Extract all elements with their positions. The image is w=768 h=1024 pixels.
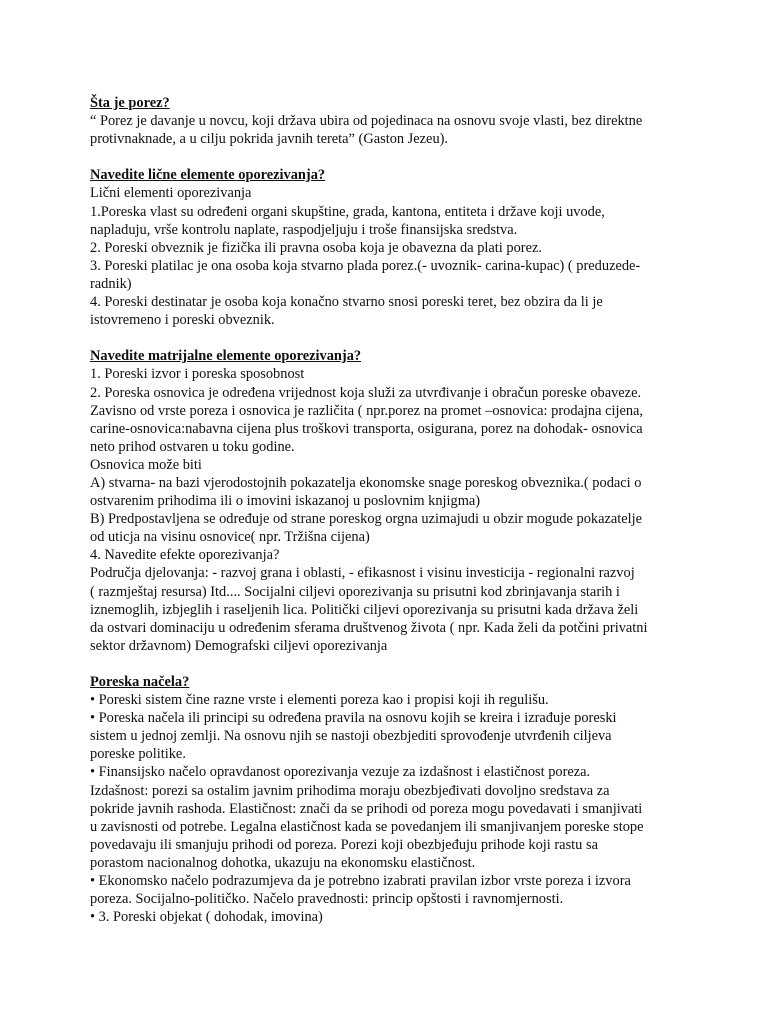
section-material-elements xyxy=(90,347,710,655)
section-heading: Šta je porez? xyxy=(90,95,170,111)
text-line: “ Porez je davanje u novcu, koji država ubira od pojedinaca na osnovu svoje vlasti, bez direktne xyxy=(90,113,643,130)
text-line: ( razmještaj resursa) Itd.... Socijalni ciljevi oporezivanja su prisutni kod zbrinjavanja starih i xyxy=(90,583,620,600)
text-line: 4. Poreski destinatar je osoba koja konačno stvarno snosi poreski teret, bez obzira da li je xyxy=(90,294,603,311)
text-line: 4. Navedite efekte oporezivanja? xyxy=(90,547,280,564)
paragraph-gap xyxy=(90,655,710,673)
text-line: da ostvari dominaciju u određenim sferama društvenog života ( npr. Kada želi da potčini privatni xyxy=(90,619,648,636)
text-line: B) Predpostavljena se određuje od strane poreskog orgna uzimajudi u obzir mogude pokazatelje xyxy=(90,511,643,528)
text-line: Izdašnost: porezi sa ostalim javnim prihodima moraju obezbjeđivati dovoljno sredstava za xyxy=(90,782,610,799)
paragraph-gap xyxy=(90,329,710,347)
text-line: Područja djelovanja: - razvoj grana i oblasti, - efikasnost i visinu investicija - regionalni razvoj xyxy=(90,565,635,582)
text-line: iznemoglih, izbjeglih i raseljenih lica. Politički ciljevi oporezivanja su prisutni kada država želi xyxy=(90,601,639,618)
section-what-is-tax xyxy=(90,94,710,148)
text-line: 3. Poreski platilac je ona osoba koja stvarno plada porez.(- uvoznik- carina-kupac) ( preduzede- xyxy=(90,257,641,274)
text-line: pokride javnih rashoda. Elastičnost: znači da se prihodi od poreza mogu povedavati i smanjivati xyxy=(90,800,643,817)
text-line: • Ekonomsko načelo podrazumjeva da je potrebno izabrati pravilan izbor vrste poreza i izvora xyxy=(90,873,631,890)
text-line: Lični elementi oporezivanja xyxy=(90,185,252,202)
text-line: od uticja na visinu osnovice( npr. Tržišna cijena) xyxy=(90,529,370,546)
text-line: sistem u jednoj zemlji. Na osnovu njih se nastoji obezbjediti sprovođenje utvrđenih ciljeva xyxy=(90,728,612,745)
section-personal-elements xyxy=(90,166,710,329)
text-line: radnik) xyxy=(90,275,132,292)
text-line: Zavisno od vrste poreza i osnovica je različita ( npr.porez na promet –osnovica: prodajna cijena, xyxy=(90,402,644,419)
section-heading: Poreska načela? xyxy=(90,674,190,690)
text-line: 2. Poreska osnovica je određena vrijednost koja služi za utvrđivanje i obračun poreske obaveze. xyxy=(90,384,642,401)
section-heading: Navedite lične elemente oporezivanja? xyxy=(90,167,326,184)
text-line: A) stvarna- na bazi vjerodostojnih pokazatelja ekonomske snage poreskog obveznika.( podaci o xyxy=(90,474,642,491)
text-line: • Poreska načela ili principi su određena pravila na osnovu kojih se kreira i izrađuje poreski xyxy=(90,710,617,727)
text-line: porastom nacionalnog dohotka, ukazuju na ekonomsku elastičnost. xyxy=(90,854,476,871)
text-line: • 3. Poreski objekat ( dohodak, imovina) xyxy=(90,909,323,926)
text-line: Osnovica može biti xyxy=(90,456,202,473)
paragraph-gap xyxy=(90,148,710,166)
text-line: poreske politike. xyxy=(90,746,186,763)
text-line: • Poreski sistem čine razne vrste i elementi poreza kao i propisi koji ih regulišu. xyxy=(90,692,549,709)
text-line: • Finansijsko načelo opravdanost oporezivanja vezuje za izdašnost i elastičnost poreza. xyxy=(90,764,591,781)
text-line: neto prihod ostvaren u toku godine. xyxy=(90,438,295,455)
text-line: 1.Poreska vlast su određeni organi skupštine, grada, kantona, entiteta i države koji uvode, xyxy=(90,203,605,220)
text-line: u zavisnosti od potrebe. Legalna elastičnost kada se povedanjem ili smanjivanjem poreske stope xyxy=(90,818,644,835)
text-line: istovremeno i poreski obveznik. xyxy=(90,312,275,329)
text-line: 2. Poreski obveznik je fizička ili pravna osoba koja je obavezna da plati porez. xyxy=(90,239,542,256)
text-line: ostvarenim prihodima ili o imovini iskazanoj u poslovnim knjigma) xyxy=(90,493,481,510)
text-line: napladuju, vrše kontrolu naplate, raspodjeljuju i troše finansijska sredstva. xyxy=(90,221,518,238)
text-line: poreza. Socijalno-političko. Načelo pravednosti: princip opštosti i ravnomjernosti. xyxy=(90,891,564,908)
section-heading: Navedite matrijalne elemente oporezivanja? xyxy=(90,348,362,365)
text-line: povedavaju ili smanjuju prihodi od poreza. Porezi koji obezbjeđuju prihode koji rastu sa xyxy=(90,836,598,853)
section-tax-principles xyxy=(90,673,710,926)
text-line: carine-osnovica:nabavna cijena plus troškovi transporta, osigurana, porez na dohodak- osnovica xyxy=(90,420,643,437)
document-page xyxy=(90,94,710,926)
text-line: sektor državnom) Demografski ciljevi oporezivanja xyxy=(90,637,388,654)
text-line: 1. Poreski izvor i poreska sposobnost xyxy=(90,366,305,383)
text-line: protivnaknade, a u cilju pokrida javnih tereta” (Gaston Jezeu). xyxy=(90,131,449,148)
